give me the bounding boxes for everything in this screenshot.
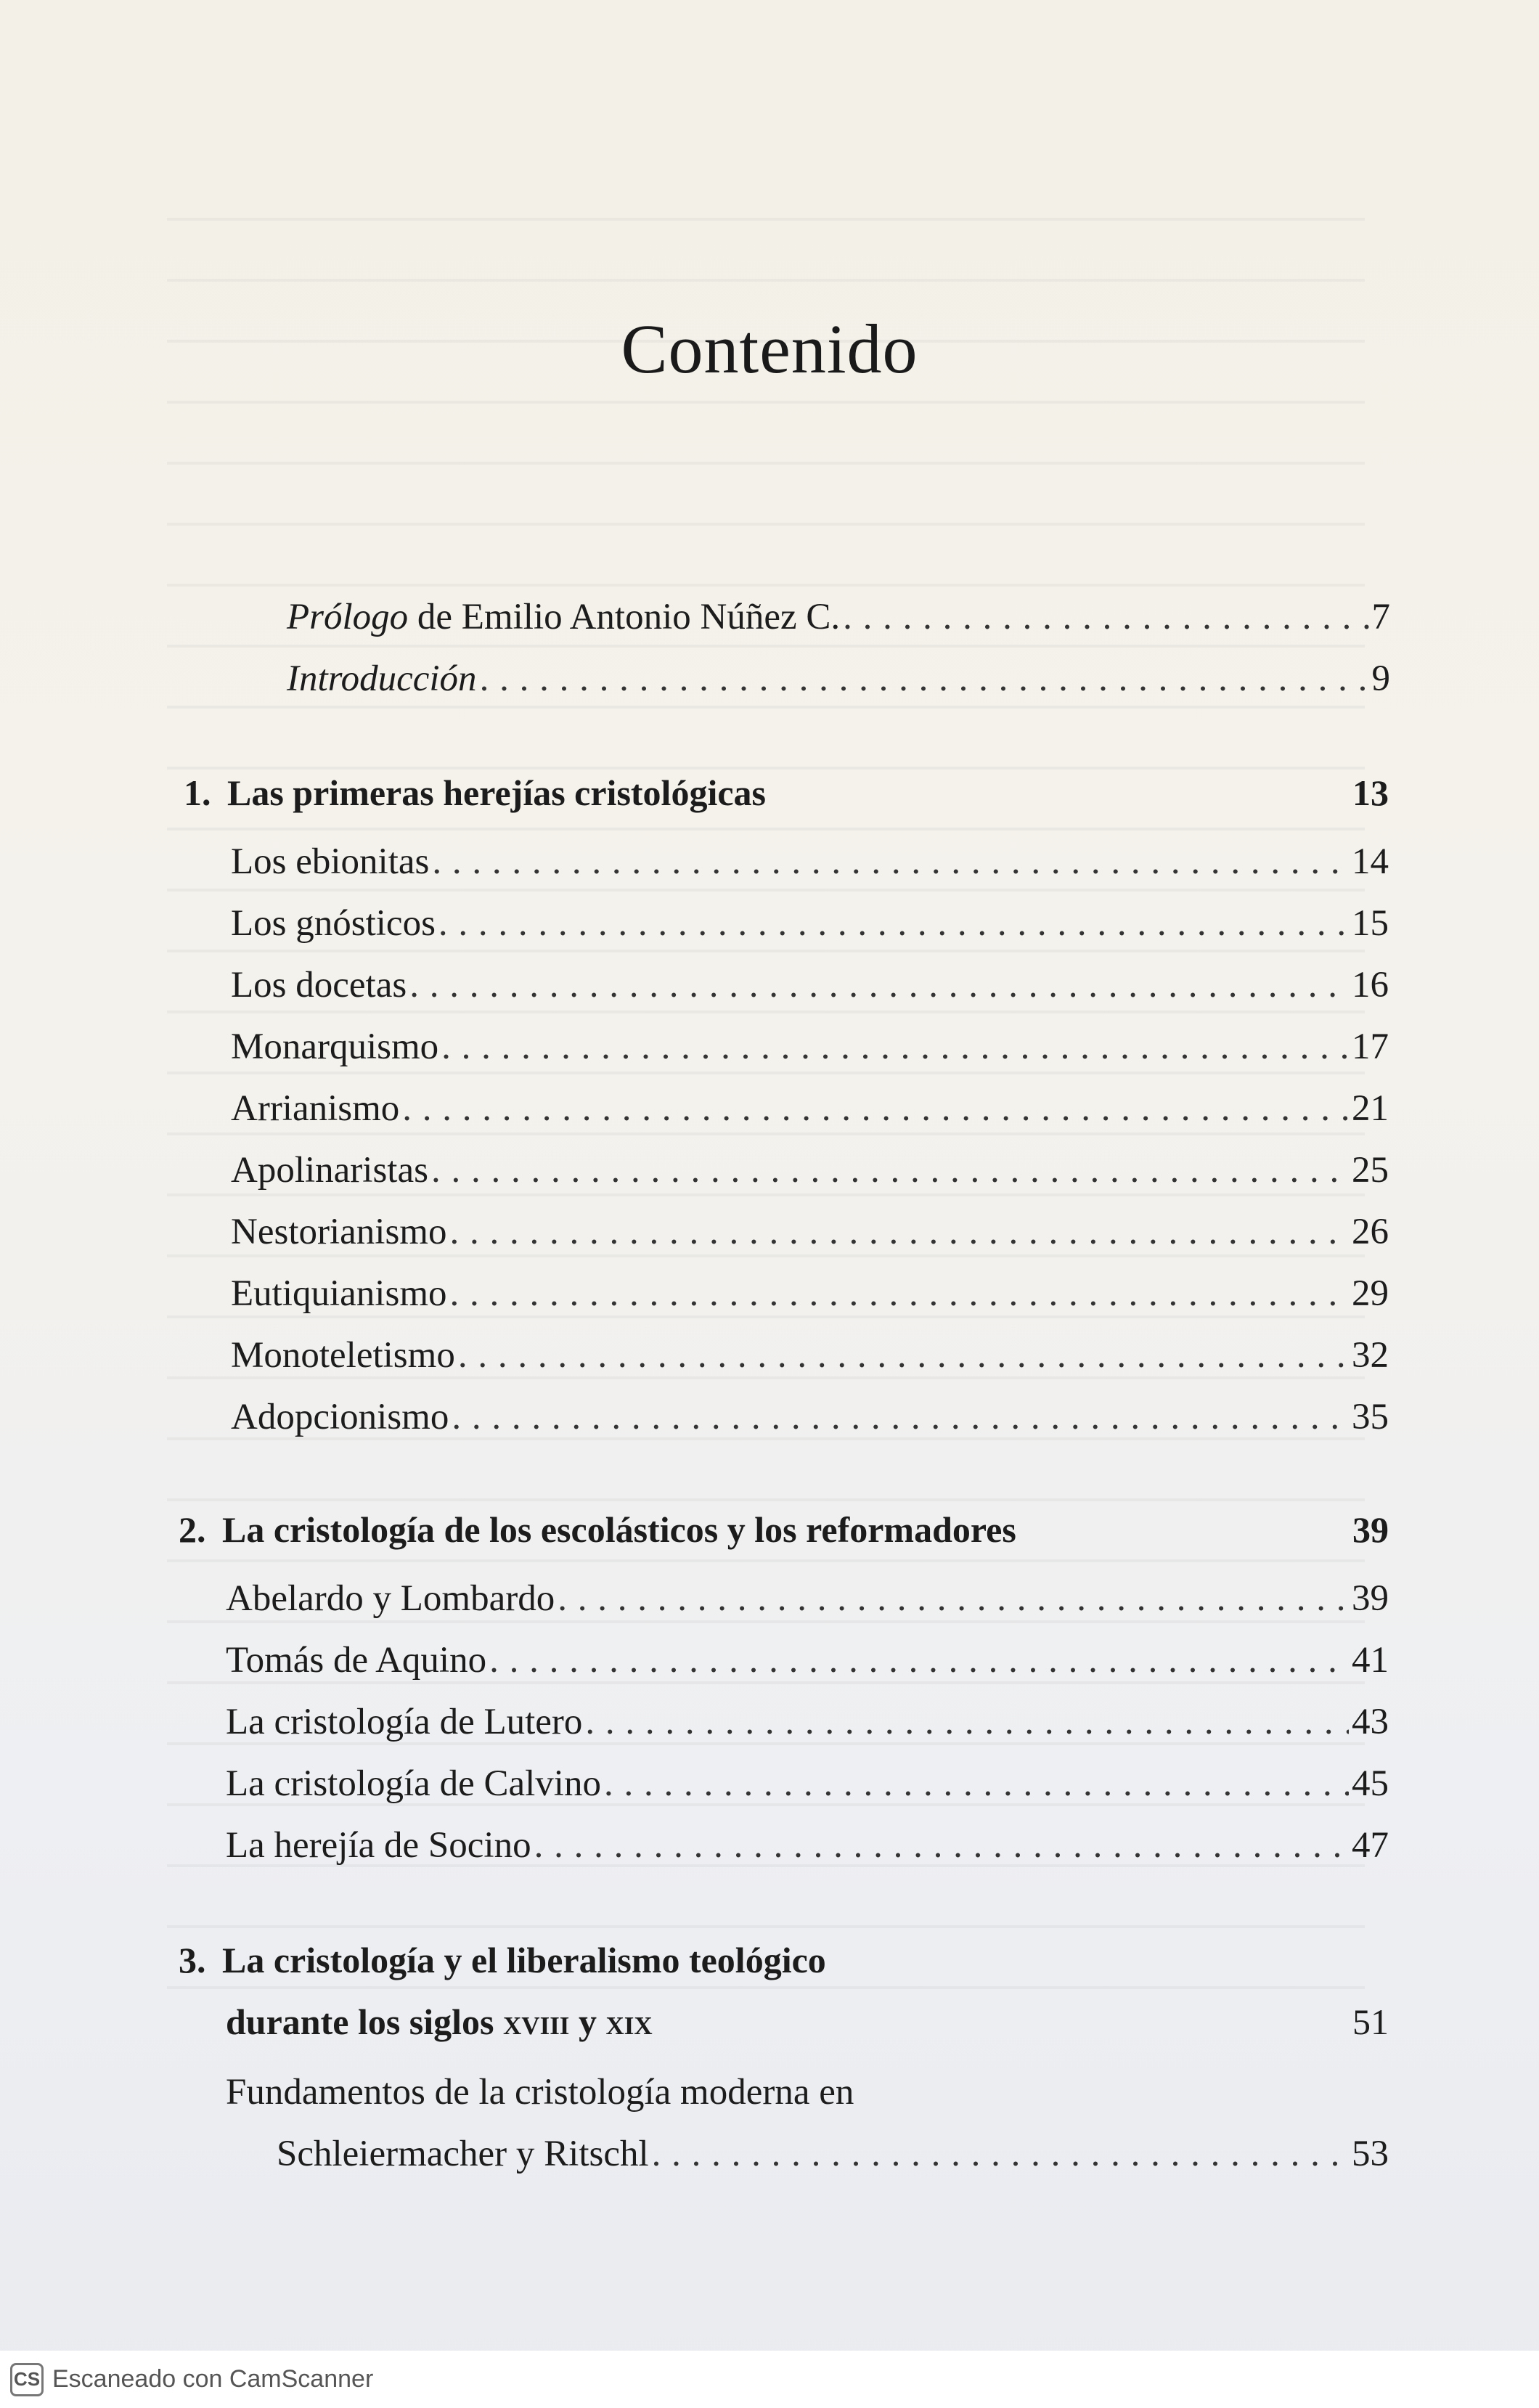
toc-entry [226,1762,1389,1805]
page-title: Contenido [621,310,918,388]
toc-entry-label: La cristología de Calvino [226,1763,601,1804]
toc-entry-page: 43 [1352,1702,1389,1742]
toc-entry-page: 25 [1352,1150,1389,1191]
camscanner-icon: CS [10,2363,44,2396]
toc-chapter-3-line2: durante los siglos xviii y xix 51 [226,2001,1389,2042]
toc-entry [231,1272,1389,1315]
toc-entry-page: 41 [1352,1640,1389,1681]
leader-dots [449,1272,1349,1315]
toc-entry [231,1087,1389,1130]
scanner-footer [0,2351,1539,2408]
toc-entry-label: La cristología de Lutero [226,1702,583,1742]
leader-dots [431,1148,1349,1192]
leader-dots [452,1395,1349,1439]
toc-entry-page: 39 [1352,1578,1389,1619]
toc-entry-page: 14 [1352,841,1389,882]
toc-entry-label: Los ebionitas [231,841,430,882]
toc-entry-label: Schleiermacher y Ritschl [277,2134,649,2174]
toc-entry-label: Monoteletismo [231,1335,455,1376]
toc-entry [226,1700,1389,1744]
toc-entry-page: 17 [1352,1027,1389,1067]
toc-entry [231,840,1389,883]
toc-entry [231,963,1389,1007]
leader-dots [449,1210,1349,1254]
chapter-page: 13 [1352,772,1389,813]
toc-entry-label: Los gnósticos [231,903,436,944]
toc-entry-line2 [277,2132,1389,2176]
toc-entry-label: Apolinaristas [231,1150,428,1191]
leader-dots [438,902,1349,945]
leader-dots [585,1700,1349,1744]
toc-chapter-3-line1 [179,1938,1389,1982]
toc-entry [226,1638,1389,1682]
toc-entry [226,1824,1389,1867]
toc-entry-page: 26 [1352,1212,1389,1252]
chapter-number: 1. [184,772,211,813]
chapter-title: Las primeras herejías cristológicas [227,772,766,813]
toc-entry-page: 7 [1371,597,1390,637]
chapter-title-cont: durante los siglos [226,2001,504,2042]
chapter-title: La cristología de los escolásticos y los reformadores [222,1509,1016,1550]
toc-entry [231,902,1389,945]
toc-entry-label: Tomás de Aquino [226,1640,487,1681]
toc-entry-label: Adopcionismo [231,1397,449,1437]
toc-entry-label: Abelardo y Lombardo [226,1578,555,1619]
leader-dots [458,1334,1349,1377]
toc-entry-page: 15 [1352,903,1389,944]
toc-entry-prologo [287,595,1390,639]
toc-entry-label: Nestorianismo [231,1212,447,1252]
leader-dots [489,1638,1349,1682]
toc-entry-label: de Emilio Antonio Núñez C. [408,597,841,637]
toc-entry-label: Arrianismo [231,1088,400,1129]
leader-dots [432,840,1349,883]
chapter-title-century: xix [605,2001,653,2042]
toc-entry [231,1148,1389,1192]
toc-entry [226,1577,1389,1620]
toc-entry-page: 32 [1352,1335,1389,1376]
toc-entry-page: 29 [1352,1273,1389,1314]
toc-entry-page: 47 [1352,1825,1389,1866]
toc-entry-page: 35 [1352,1397,1389,1437]
toc-chapter-2 [179,1508,1389,1551]
chapter-number: 3. [179,1940,206,1980]
toc-entry-label-italic: Introducción [287,658,477,699]
chapter-page: 51 [1352,2001,1389,2042]
chapter-page: 39 [1352,1509,1389,1550]
leader-dots [402,1087,1349,1130]
toc-entry [231,1025,1389,1069]
toc-entry-page: 53 [1352,2134,1389,2174]
toc-entry-introduccion [287,657,1390,701]
toc-chapter-1 [184,771,1389,815]
toc-entry-label: Los docetas [231,965,407,1005]
toc-entry-label-italic: Prólogo [287,597,409,637]
toc-entry-label: Eutiquianismo [231,1273,447,1314]
leader-dots [480,657,1369,701]
toc-entry-label: Fundamentos de la cristología moderna en [226,2072,854,2113]
toc-entry-line1 [226,2070,1389,2114]
leader-dots [843,595,1368,639]
leader-dots [558,1577,1349,1620]
toc-entry [231,1395,1389,1439]
chapter-title-century: xviii [503,2001,570,2042]
toc-entry [231,1210,1389,1254]
toc-entry-page: 9 [1371,658,1390,699]
scanner-footer-text: Escaneado con CamScanner [52,2365,374,2393]
toc-entry-label: La herejía de Socino [226,1825,531,1866]
leader-dots [652,2132,1349,2176]
toc-entry [231,1334,1389,1377]
chapter-title: La cristología y el liberalismo teológico [222,1940,826,1980]
leader-dots [409,963,1349,1007]
leader-dots [604,1762,1349,1805]
toc-entry-label: Monarquismo [231,1027,439,1067]
toc-entry-page: 21 [1352,1088,1389,1129]
leader-dots [441,1025,1349,1069]
toc-entry-page: 45 [1352,1763,1389,1804]
leader-dots [534,1824,1349,1867]
toc-entry-page: 16 [1352,965,1389,1005]
chapter-number: 2. [179,1509,206,1550]
